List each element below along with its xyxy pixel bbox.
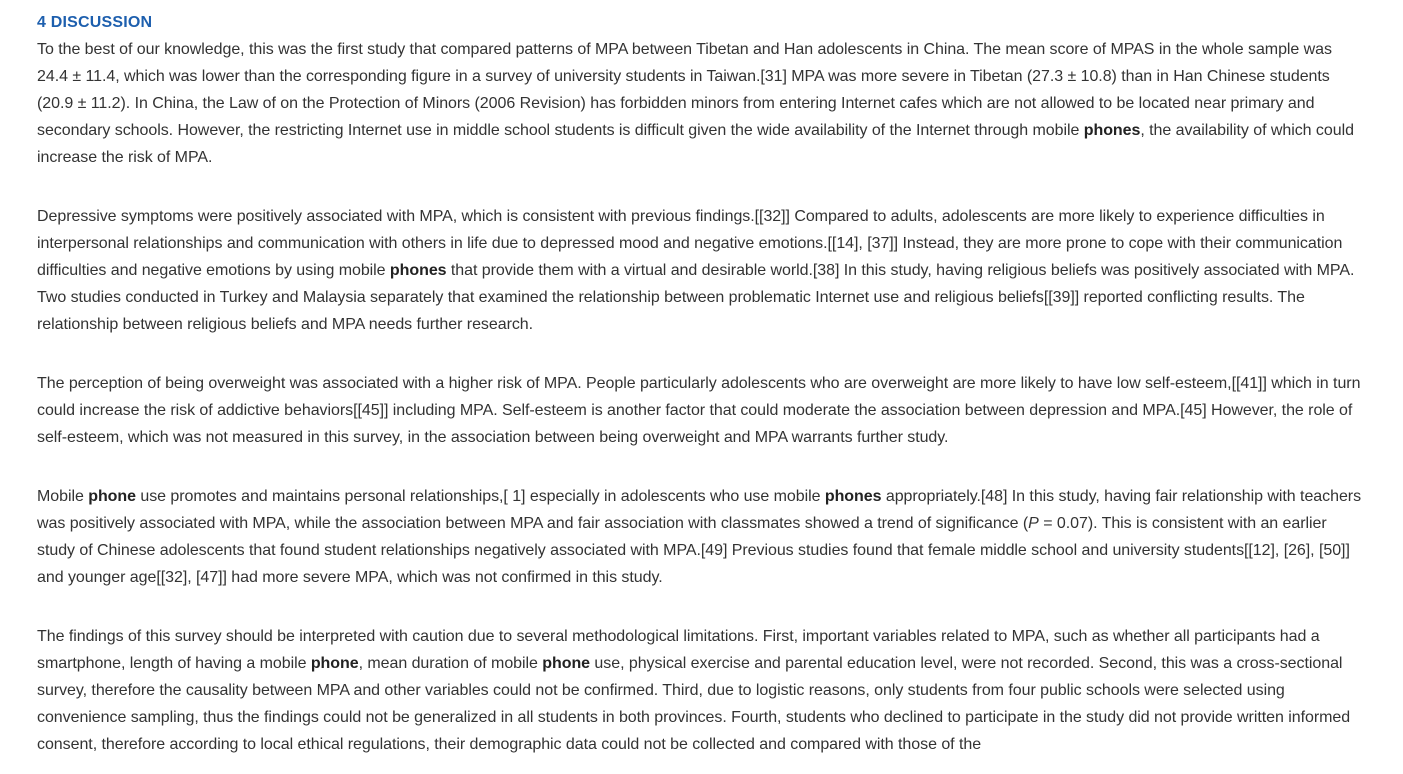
paragraph-1 bbox=[37, 36, 1367, 171]
paragraph-text: The perception of being overweight was associated with a higher risk of MPA. People particularly adolescents who are overweight are more likely to have low self-esteem,[[41]] which in turn could increase the risk of addictive behaviors[[45]] including MPA. Self-esteem is another factor that could moderate the association between depression and MPA.[45] However, the role of self-esteem, which was not measured in this survey, in the association between being overweight and MPA warrants further study. bbox=[37, 375, 1361, 446]
keyword-highlight: phones bbox=[1083, 122, 1141, 139]
paragraph-3 bbox=[37, 370, 1367, 451]
keyword-highlight: phones bbox=[824, 488, 882, 505]
paragraph-text: = 0.07). This is consistent with an earlier study of Chinese adolescents that found student relationships negatively associated with MPA.[49] Previous studies found that female middle school and university students[[12], [26], [50]] and younger age[[32], [47]] had more severe MPA, which was not confirmed in this study. bbox=[37, 515, 1350, 586]
keyword-highlight: phone bbox=[542, 655, 591, 672]
keyword-highlight: phones bbox=[389, 262, 447, 279]
keyword-highlight: phone bbox=[310, 655, 359, 672]
paragraph-2 bbox=[37, 203, 1367, 338]
paragraph-text: The findings of this survey should be interpreted with caution due to several methodological limitations. First, important variables related to MPA, such as whether all participants had a smartphone, length of having a mobile bbox=[37, 628, 1320, 672]
paragraph-text: To the best of our knowledge, this was the first study that compared patterns of MPA between Tibetan and Han adolescents in China. The mean score of MPAS in the whole sample was 24.4 ± 11.4, which was lower than the corresponding figure in a survey of university students in Taiwan.[31] MPA was more severe in Tibetan (27.3 ± 10.8) than in Han Chinese students (20.9 ± 11.2). In China, the Law of on the Protection of Minors (2006 Revision) has forbidden minors from entering Internet cafes which are not allowed to be located near primary and secondary schools. However, the restricting Internet use in middle school students is difficult given the wide availability of the Internet through mobile bbox=[37, 41, 1332, 139]
paragraph-text: use promotes and maintains personal relationships,[ 1] especially in adolescents who use mobile bbox=[135, 488, 825, 505]
paragraph-4 bbox=[37, 483, 1367, 591]
paragraph-text: appropriately.[48] In this study, having fair relationship with teachers was positively associated with MPA, while the association between MPA and fair association with classmates showed a trend of significance ( bbox=[37, 488, 1362, 532]
keyword-highlight: phone bbox=[88, 488, 136, 505]
section-heading: 4 DISCUSSION bbox=[37, 14, 153, 31]
paragraph-5 bbox=[37, 623, 1367, 758]
paragraph-text: Depressive symptoms were positively associated with MPA, which is consistent with previous findings.[[32]] Compared to adults, adolescents are more likely to experience difficulties in interpersonal relationships and communication with others in life due to depressed mood and negative emotions.[[14], [37]] Instead, they are more prone to cope with their communication difficulties and negative emotions by using mobile bbox=[37, 208, 1343, 279]
paragraph-text: that provide them with a virtual and desirable world.[38] In this study, having religious beliefs was positively associated with MPA. Two studies conducted in Turkey and Malaysia separately that examined the relationship between problematic Internet use and religious beliefs[[39]] reported conflicting results. The relationship between religious beliefs and MPA needs further research. bbox=[37, 262, 1355, 333]
paragraph-text: , mean duration of mobile bbox=[358, 655, 543, 672]
statistic-symbol: P bbox=[1028, 515, 1039, 532]
paragraph-text: , the availability of which could increase the risk of MPA. bbox=[37, 122, 1354, 166]
paragraph-text: use, physical exercise and parental education level, were not recorded. Second, this was a cross-sectional survey, therefore the causality between MPA and other variables could not be confirmed. Third, due to logistic reasons, only students from four public schools were selected using convenience sampling, thus the findings could not be generalized in all students in both provinces. Fourth, students who declined to participate in the study did not provide written informed consent, therefore according to local ethical regulations, their demographic data could not be collected and compared with those of the bbox=[37, 655, 1351, 753]
paragraph-text: Mobile bbox=[37, 488, 89, 505]
discussion-section bbox=[37, 11, 1367, 774]
